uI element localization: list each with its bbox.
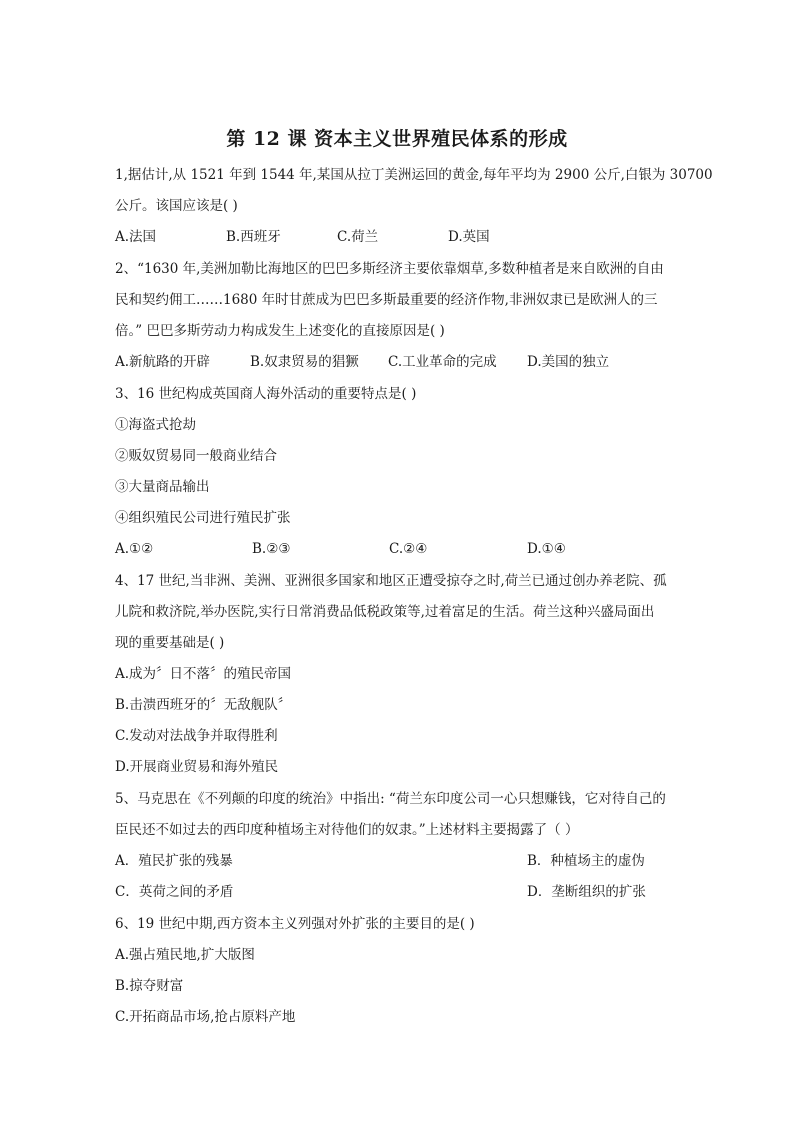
q5-option-d: D．垄断组织的扩张	[527, 884, 646, 900]
q3-item-3: ③大量商品输出	[115, 479, 210, 495]
q5-stem-line1: 5、马克思在《不列颠的印度的统治》中指出: “荷兰东印度公司一心只想赚钱，它对待自己的	[115, 791, 666, 807]
q6-option-c: C.开拓商品市场,抢占原料产地	[115, 1009, 296, 1025]
q5-option-b: B．种植场主的虚伪	[527, 853, 645, 869]
q3-item-2: ②贩奴贸易同一般商业结合	[115, 448, 277, 464]
q1-stem-line2: 公斤。该国应该是( )	[115, 198, 238, 214]
q1-stem-line1: 1,据估计,从 1521 年到 1544 年,某国从拉丁美洲运回的黄金,每年平均为 2900 公斤,白银为 30700	[115, 167, 713, 183]
q3-option-d: D.①④	[527, 541, 566, 557]
page-title: 第 12 课 资本主义世界殖民体系的形成	[226, 128, 568, 150]
q3-option-a: A.①②	[115, 541, 154, 557]
q2-stem-line2: 民和契约佣工……1680 年时甘蔗成为巴巴多斯最重要的经济作物,非洲奴隶已是欧洲人的三	[115, 292, 658, 308]
q4-option-d: D.开展商业贸易和海外殖民	[115, 759, 279, 775]
q2-option-b: B.奴隶贸易的猖獗	[250, 354, 359, 370]
q1-option-d: D.英国	[448, 229, 490, 245]
q6-option-a: A.强占殖民地,扩大版图	[115, 947, 255, 963]
q4-stem-line1: 4、17 世纪,当非洲、美洲、亚洲很多国家和地区正遭受掠夺之时,荷兰已通过创办养老院、孤	[115, 573, 667, 589]
q3-item-4: ④组织殖民公司进行殖民扩张	[115, 510, 291, 526]
q2-option-d: D.美国的独立	[527, 354, 610, 370]
q1-option-b: B.西班牙	[226, 229, 281, 245]
q2-stem-line3: 倍。” 巴巴多斯劳动力构成发生上述变化的直接原因是( )	[115, 323, 445, 339]
q3-item-1: ①海盗式抢劫	[115, 417, 196, 433]
q6-stem: 6、19 世纪中期,西方资本主义列强对外扩张的主要目的是( )	[115, 916, 475, 932]
q4-option-b: B.击溃西班牙的〞无敌舰队〞	[115, 697, 292, 713]
q5-option-c: C．英荷之间的矛盾	[115, 884, 234, 900]
q2-stem-line1: 2、“1630 年,美洲加勒比海地区的巴巴多斯经济主要依靠烟草,多数种植者是来自欧洲的自由	[115, 261, 664, 277]
q4-option-c: C.发动对法战争并取得胜利	[115, 728, 278, 744]
q1-option-c: C.荷兰	[337, 229, 379, 245]
q5-option-a: A．殖民扩张的残暴	[115, 853, 233, 869]
q4-option-a: A.成为〞日不落〞的殖民帝国	[115, 666, 292, 682]
q5-stem-line2: 臣民还不如过去的西印度种植场主对待他们的奴隶。”上述材料主要揭露了（ ）	[115, 822, 579, 838]
q4-stem-line2: 儿院和救济院,举办医院,实行日常消费品低税政策等,过着富足的生活。荷兰这种兴盛局面出	[115, 604, 655, 620]
q2-option-a: A.新航路的开辟	[115, 354, 211, 370]
q3-stem: 3、16 世纪构成英国商人海外活动的重要特点是( )	[115, 386, 417, 402]
q1-option-a: A.法国	[115, 229, 157, 245]
q3-option-c: C.②④	[389, 541, 428, 557]
q2-option-c: C.工业革命的完成	[388, 354, 497, 370]
q3-option-b: B.②③	[252, 541, 291, 557]
q4-stem-line3: 现的重要基础是( )	[115, 635, 225, 651]
q6-option-b: B.掠夺财富	[115, 978, 184, 994]
